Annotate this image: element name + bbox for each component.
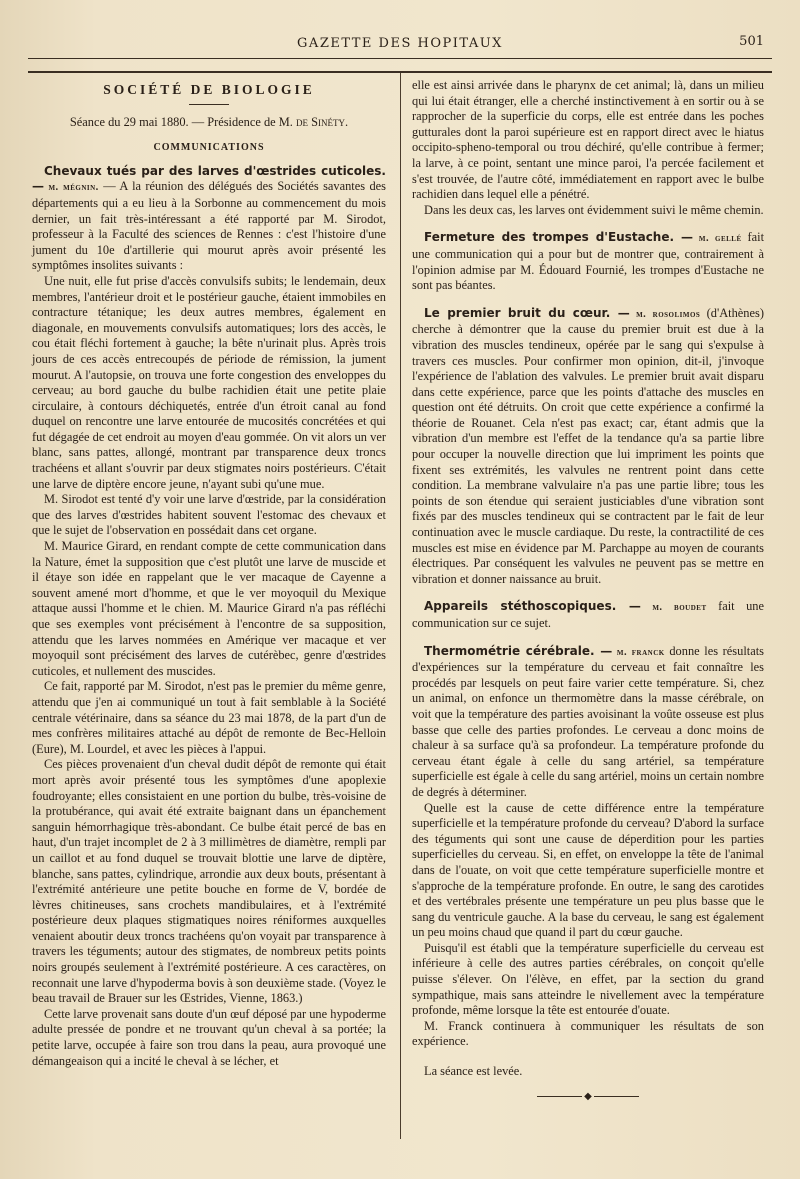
society-heading: SOCIÉTÉ DE BIOLOGIE [103,82,315,97]
paragraph-text: Cette larve provenait sans doute d'un œuf déposé par une hypoderme adulte pressée de pondre et ne trouvant qu'un cheval à sa portée; la petite larve, occupée à faire son trou dans la peau, aura provoqué une démangeaison qui a incité le cheval à se lécher, et [32,1006,386,1068]
paragraph [32,274,386,492]
paragraph-text: La séance est levée. [424,1064,523,1079]
short-rule [189,104,229,105]
left-body [32,164,386,1069]
paragraph [32,1007,386,1069]
paragraph-text: — A la réunion des délégués des Sociétés savantes des départements qui a eu lieu à la Sorbonne au commencement du mois dernier, un fait très-intéressant a été rapporté par M. Sirodot, professeur à la Faculté des sciences de Rennes : c'est l'histoire d'une jument du 10e d'artillerie qui mourut après avoir présenté les symptômes insolites suivants : [32,179,386,273]
section-paragraph [412,644,764,801]
paragraph-text: Une nuit, elle fut prise d'accès convulsifs subits; le lendemain, deux membres, l'antérieur droit et le postérieur gauche, étaient immobiles en contracture tétanique; les deux autres membres, également en diagonale, en mouvements convulsifs automatiques; lors des accès, le cou était fléchi fortement à gauche; la bête n'urinait plus. Après trois jours de ces accès entrecoupés de période de rémission, la jument mourut. A l'autopsie, on trouva une forte congestion des enveloppes du cerveau; au bord gauche du bulbe rachidien était une petite plaie circulaire, à contours déchiquetés, entrée d'un étroit canal au fond duquel on rencontre une larve entourée de mucosités concrétées et qui fut dégagée de cet endroit au moyen d'eau gommée. On vit alors un ver blanc, sans pattes, allongé, montrant par transparence deux troncs trachéens et allant s'ouvrir par deux stigmates noirs postérieurs. C'était une larve de diptère encore jeune, n'ayant subi qu'une mue. [32,273,386,491]
section-heading: Chevaux tués par des larves d'œstrides cuticoles. — [32,163,386,194]
paragraph-text: elle est ainsi arrivée dans le pharynx de cet animal; là, dans un milieu qui lui était étranger, elle a cherché instinctivement à en sortir ou à se rapprocher de la superficie du corps, elle est entrée dans les poches gutturales dont la paroi supérieure est en rapport direct avec le hiatus occipito-spheno-temporal ou trou déchiré, qu'elle contribue à fermer; la larve, à ce point, sentant une mince paroi, l'a percée facilement et s'est trouvée, de l'autre côté, immédiatement en rapport avec le bulbe rachidien dans lequel elle a pénétré. [412,78,764,202]
paragraph-text: fait une communication sur ce sujet. [412,599,764,630]
paragraph-text: Ces pièces provenaient d'un cheval dudit dépôt de remonte qui était mort après avoir présenté tous les symptômes d'une apoplexie foudroyante; elles consistaient en une portion du bulbe, très-voisine de la protubérance, qui avait été extraite baignant dans un épanchement sanguin hémorrhagique très-abondant. Ce bulbe était percé de bas en haut, d'un trajet incomplet de 2 à 3 millimètres de diamètre, rempli par un caillot et au fond duquel se trouvait blottie une larve de diptère, blanche, sans pattes, cylindrique, arrondie aux deux bouts, présentant à l'extrémité antérieure une petite bouche en forme de V, bordée de lèvres chitineuses, sans crochets mandibulaires, et à l'extrémité postérieure deux plaques stigmatiques noires réniformes auxquelles venaient aboutir deux troncs trachéens qu'on voyait par transparence à travers les téguments; autour des stigmates, de nombreux petits points noirs groupés seulement à l'extrémité postérieure. A ces caractères, on reconnait une larve d'hypoderma bovis à son deuxième stade. (Voyez le beau travail de Brauer sur les Œstrides, Vienne, 1863.) [32,757,386,1006]
paragraph-text: M. Sirodot est tenté d'y voir une larve d'œstride, par la considération que des larves d'œstrides habitent souvent l'estomac des chevaux et que le sujet de l'observation en possédait dans cet organe. [32,492,386,538]
paragraph [412,1019,764,1050]
president-name: de Sinéty. [296,114,349,129]
paragraph [32,679,386,757]
paragraph-text: M. Franck continuera à communiquer les résultats de son expérience. [412,1018,764,1049]
paragraph [412,1064,764,1080]
communications-heading: COMMUNICATIONS [153,142,265,154]
paragraph [32,539,386,679]
journal-title: GAZETTE DES HOPITAUX [297,36,503,51]
right-body [412,78,764,1080]
paragraph-text: M. Maurice Girard, en rendant compte de cette communication dans la Nature, émet la supposition que c'est plutôt une larve de muscide et il étaye son idée en rappelant que le ver macaque de Cayenne a souvent amené mort d'homme, et que le ver moyoquil du Mexique attaque aussi l'homme et le chien. M. Maurice Girard n'a pas réfléchi que ses exemples vont précisément à l'encontre de sa supposition, attendu que les larves nommées en Amérique ver macaque et ver moyoquil sont précisément des larves de cutérèbec, genre d'œstrides cuticoles, et nullement des muscides. [32,539,386,678]
paragraph [412,78,764,203]
header-rule [28,58,772,59]
author-name: m. franck [616,646,665,658]
page-number: 501 [739,34,764,49]
section-paragraph [412,230,764,293]
author-name: m. rosolimos [636,308,701,320]
session-prefix: Séance du 29 mai 1880. — Présidence de M. [69,114,293,129]
paragraph-text: Ce fait, rapporté par M. Sirodot, n'est pas le premier du même genre, attendu que j'en ai communiqué un tout à fait semblable à la Société centrale vétérinaire, dans sa séance du 23 mai 1878, de la part d'un de mes confrères militaires attaché au dépôt de remonte de Bec-Helloin (Eure), M. Lourdel, et avec les pièces à l'appui. [32,679,386,756]
end-rule: ◆ [533,1092,643,1102]
section-heading: Le premier bruit du cœur. — [424,305,630,320]
paragraph [412,941,764,1019]
section-heading: Thermométrie cérébrale. — [424,643,613,658]
paragraph-text: donne les résultats d'expériences sur la température du cerveau et fait connaître les procédés par lesquels on peut faire varier cette température. Si, chez un animal, on enfonce un thermomètre dans la masse cérébrale, on voit que la température des parties avoisinant la voûte osseuse est plus basse que celle des parties profondes. Le cerveau a donc moins de chaleur à sa surface qu'à sa profondeur. La température profonde du cerveau étant égale à celle du sang artériel, sa température superficielle est égale à celle du sang artériel, moins un certain nombre de degrés à déterminer. [412,643,764,799]
paragraph [32,492,386,539]
left-column [32,78,386,1069]
section-paragraph [412,599,764,631]
paragraph [412,203,764,219]
running-header [28,34,772,64]
right-column [412,78,764,1102]
section-heading: Appareils stéthoscopiques. — [424,599,641,614]
author-name: m. gellé [698,233,742,245]
paragraph [412,801,764,941]
paragraph-text: (d'Athènes) cherche à démontrer que la cause du premier bruit est due à la vibration des muscles tendineux, opérée par le sang qui s'expulse à travers ces muscles. Pour confirmer mon opinion, dit-il, j'invoque l'expérience de l'ablation des valvules. Le premier bruit avait disparu dans cette expérience, parce que les points d'attache des muscles en question ont été détruits. On croit que cette expérience a confirmé la théorie de Rouanet. Cela n'est pas exact; car, étant admis que la vibration d'un membre est l'effet de la tendance qu'a sa partie libre pour occuper la nouvelle direction que lui impriment les points que fixent ses extrémités, les valvules ne rentrent point dans cette condition. La membrane valvulaire n'a pas une partie libre; tous les points de son étendue qui seraient justiciables d'une vibration sont fixés par des muscles tendineux qui se contractent par le fait de leur continuation avec le muscle cardiaque. Du reste, la contractilité de ces muscles est mise en évidence par M. Parchappe au moyen de courants électriques. Par conséquent les valvules ne peuvent pas se mettre en vibration et donner naissance au bruit. [412,305,764,586]
session-line [32,115,386,131]
author-name: m. mégnin. [48,182,99,194]
column-divider [400,73,401,1139]
paragraph-text: fait une communication qui a pour but de montrer que, contrairement à l'opinion admise par M. Édouard Fournié, les trompes d'Eustache ne sont pas béantes. [412,230,765,293]
section-heading: Fermeture des trompes d'Eustache. — [424,230,693,245]
paragraph-text: Dans les deux cas, les larves ont évidemment suivi le même chemin. [424,202,764,217]
paragraph-text: Puisqu'il est établi que la température superficielle du cerveau est inférieure à celle des autres parties cérébrales, on conçoit qu'elle puisse s'élever. On l'élève, en effet, par la section du grand sympathique, mais sans atteindre le nivellement avec la température profonde, même lorsque la tête est entourée d'ouate. [412,940,764,1018]
paragraph-text: Quelle est la cause de cette différence entre la température superficielle et la température profonde du cerveau? D'abord la surface des téguments qui sont une cause de déperdition pour les parties superficielles du cerveau. Si, en effet, on enveloppe la tête de l'animal dans de l'ouate, on voit que cette température superficielle montre et s'approche de la température profonde. En outre, le sang des carotides et des vertébrales présente une température un peu plus basse que le sang du ventricule gauche. A la base du cerveau, le sang est également un peu moins chaud que quand il part du cœur gauche. [412,800,764,940]
section-paragraph [412,306,764,588]
section-paragraph [32,164,386,274]
paragraph [32,757,386,1007]
author-name: m. boudet [652,602,707,614]
